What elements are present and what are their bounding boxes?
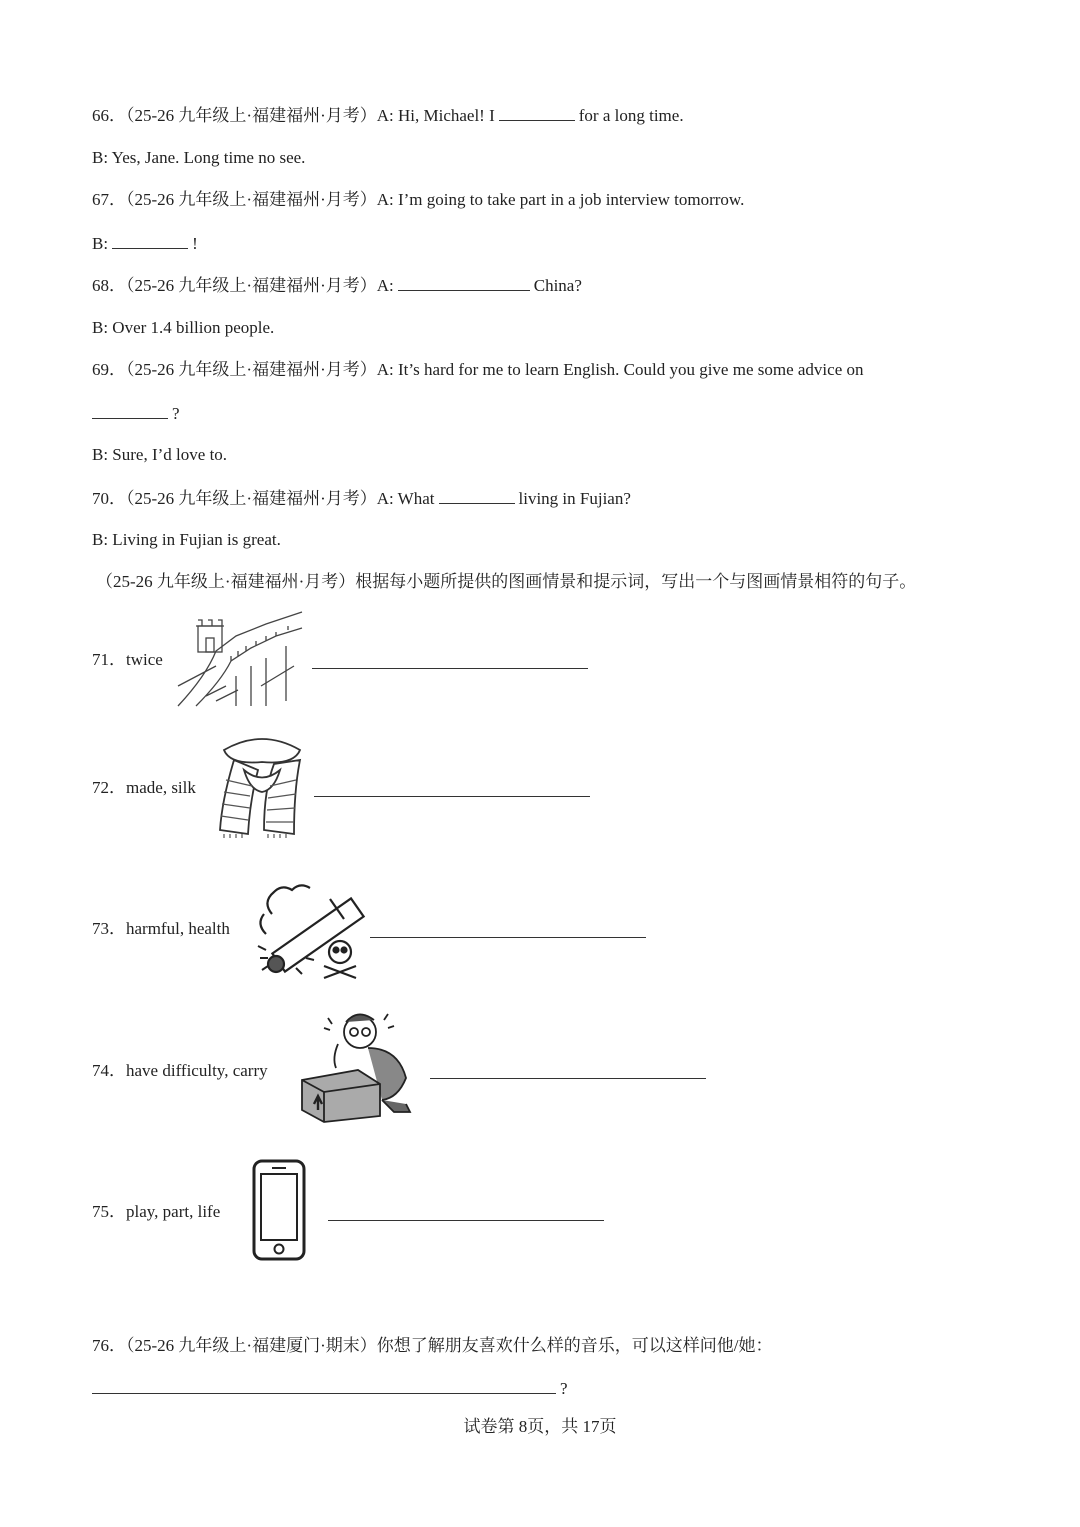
q69-blank[interactable] [92,401,168,419]
q68-blank[interactable] [398,273,530,291]
q72-label: 72．made, silk [92,778,196,797]
q70-line-b: B: Living in Fujian is great. [92,530,281,549]
q66-line-a [92,103,684,128]
q69-line-a [92,358,864,382]
q69-line-a2 [92,401,180,426]
q68-a-post: China? [533,276,582,295]
q69-source: （25-26 九年级上·福建福州·月考） [126,360,377,379]
q74-answer-line[interactable] [430,1077,706,1079]
page-footer: 试卷第 8页，共 17页 [463,1417,617,1436]
q68-line-b: B: Over 1.4 billion people. [92,318,275,337]
q67-b-pre: B: [92,234,109,253]
q66-source: （25-26 九年级上·福建福州·月考） [126,106,377,125]
q67-source: （25-26 九年级上·福建福州·月考） [126,190,377,209]
q68-line-a [92,273,582,298]
q68-number: 68． [92,276,126,295]
q69-number: 69． [92,360,126,379]
q72-answer-line[interactable] [314,795,590,797]
q67-blank[interactable] [112,231,188,249]
section-instruction: （25-26 九年级上·福建福州·月考）根据每小题所提供的图画情景和提示词，写出一个与图画情景相符的句子。 [96,572,917,591]
q67-number: 67． [92,190,126,209]
q76-answer-line[interactable] [92,1376,556,1394]
q66-a-pre: A: Hi, Michael! I [376,106,495,125]
q68-source: （25-26 九年级上·福建福州·月考） [126,276,377,295]
q66-blank[interactable] [499,103,575,121]
q74-label: 74．have difficulty, carry [92,1061,268,1080]
q76-source: （25-26 九年级上·福建厦门·期末） [126,1336,377,1355]
q69-line-b: B: Sure, I’d love to. [92,445,228,464]
smartphone-icon [250,1158,308,1262]
q66-line-b: B: Yes, Jane. Long time no see. [92,148,306,167]
q70-source: （25-26 九年级上·福建福州·月考） [126,489,377,508]
q76-line [92,1334,772,1358]
q71-answer-line[interactable] [312,667,588,669]
q66-number: 66． [92,106,126,125]
q69-a-post: ? [172,404,180,423]
q70-blank[interactable] [439,486,515,504]
q75-answer-line[interactable] [328,1219,604,1221]
q69-a: A: It’s hard for me to learn English. Could you give me some advice on [376,360,864,379]
q70-a-pre: A: What [376,489,435,508]
scarf-icon [214,730,310,840]
q70-a-post: living in Fujian? [518,489,631,508]
q66-a-post: for a long time. [578,106,684,125]
man-carrying-box-icon [298,1008,422,1124]
q67-line-a [92,188,744,212]
great-wall-icon [176,606,304,708]
q76-end: ? [560,1379,568,1398]
q76-number: 76． [92,1336,126,1355]
q73-answer-line[interactable] [370,936,646,938]
q76-text: 你想了解朋友喜欢什么样的音乐，可以这样问他/她： [376,1336,773,1355]
q70-line-a [92,486,631,511]
q70-number: 70． [92,489,126,508]
q71-label: 71．twice [92,650,163,669]
q67-line-b [92,231,198,256]
q67-a: A: I’m going to take part in a job interview tomorrow. [376,190,745,209]
cigarette-skull-icon [252,874,368,984]
q68-a-pre: A: [376,276,394,295]
q73-label: 73．harmful, health [92,919,230,938]
q67-b-post: ! [192,234,198,253]
q75-label: 75．play, part, life [92,1202,221,1221]
q76-answer-row [92,1376,568,1401]
